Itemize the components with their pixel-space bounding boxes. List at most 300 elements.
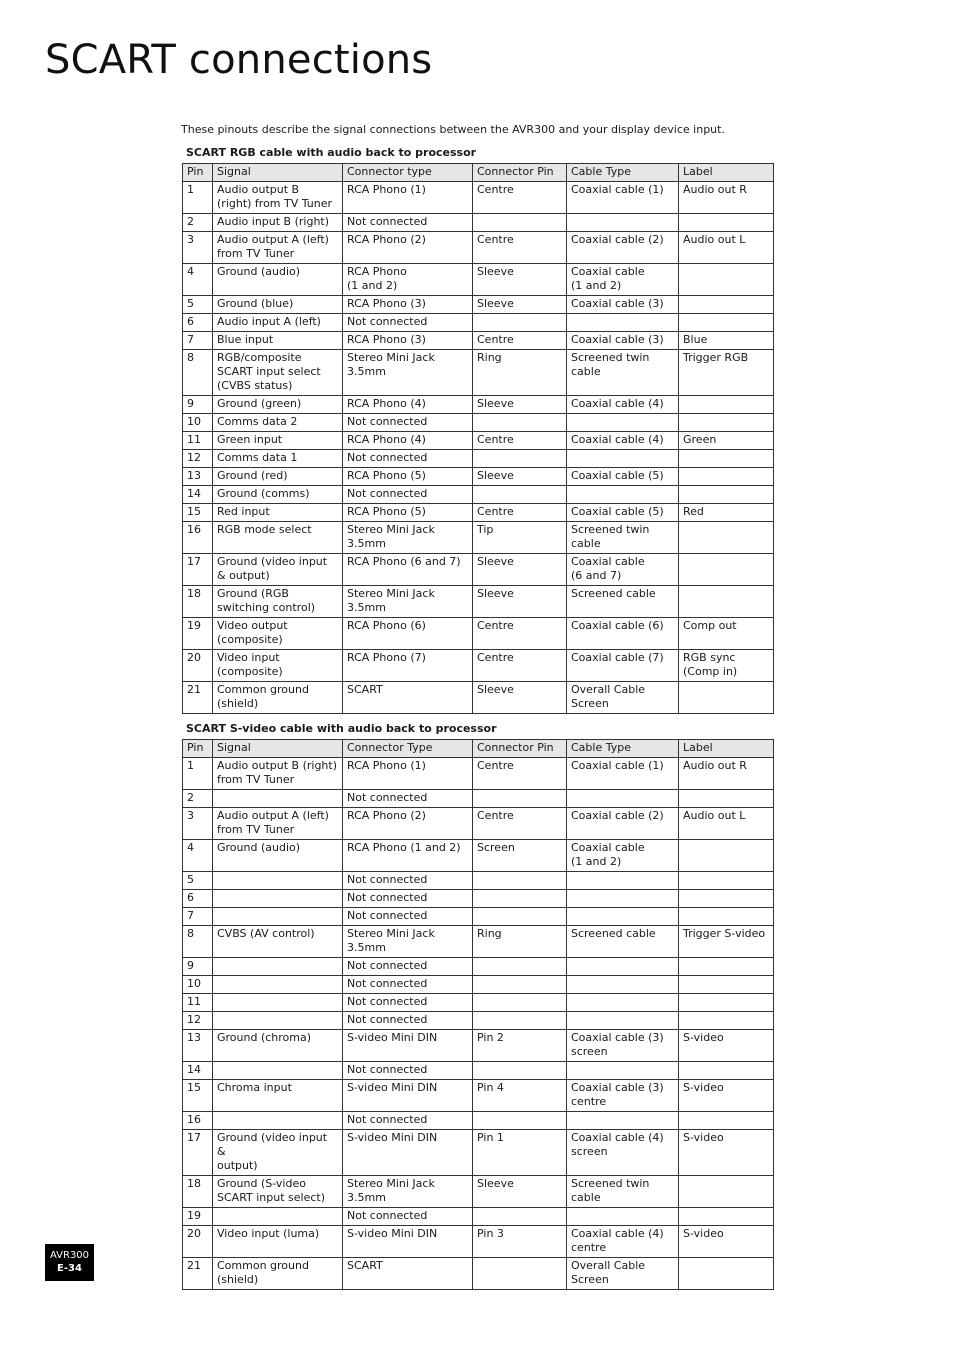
cell-connector-type: RCA Phono (5) <box>343 504 473 522</box>
column-header-connector-type: Connector Type <box>343 740 473 758</box>
cell-cable-type: Screened cable <box>567 926 679 958</box>
cell-connector-pin <box>473 890 567 908</box>
cell-connector-type: SCART <box>343 682 473 714</box>
table-row <box>183 504 774 522</box>
cell-label <box>679 1258 774 1290</box>
cell-signal <box>213 908 343 926</box>
cell-label <box>679 890 774 908</box>
cell-cable-type <box>567 486 679 504</box>
table-row <box>183 414 774 432</box>
cell-pin: 8 <box>183 926 213 958</box>
cell-label: S-video <box>679 1030 774 1062</box>
cell-connector-type: Stereo Mini Jack 3.5mm <box>343 1176 473 1208</box>
cell-label <box>679 450 774 468</box>
cell-cable-type: Coaxial cable (6) <box>567 618 679 650</box>
cell-connector-pin: Sleeve <box>473 264 567 296</box>
cell-signal: Ground (audio) <box>213 264 343 296</box>
page-title: SCART connections <box>45 37 433 83</box>
cell-cable-type <box>567 1112 679 1130</box>
cell-connector-pin <box>473 958 567 976</box>
cell-connector-type: RCA Phono (2) <box>343 808 473 840</box>
cell-signal: Audio output A (left) from TV Tuner <box>213 232 343 264</box>
cell-signal: Comms data 1 <box>213 450 343 468</box>
cell-label: Red <box>679 504 774 522</box>
table-row <box>183 908 774 926</box>
cell-cable-type <box>567 908 679 926</box>
cell-pin: 7 <box>183 908 213 926</box>
cell-connector-type: Not connected <box>343 1208 473 1226</box>
cell-connector-pin: Sleeve <box>473 554 567 586</box>
cell-connector-pin: Centre <box>473 432 567 450</box>
cell-cable-type: Screened twin cable <box>567 1176 679 1208</box>
cell-pin: 16 <box>183 1112 213 1130</box>
cell-signal: Common ground (shield) <box>213 1258 343 1290</box>
cell-pin: 9 <box>183 958 213 976</box>
cell-connector-pin <box>473 1012 567 1030</box>
cell-connector-type: RCA Phono (6) <box>343 618 473 650</box>
cell-label <box>679 1012 774 1030</box>
cell-label <box>679 414 774 432</box>
cell-label <box>679 586 774 618</box>
cell-signal: Video output (composite) <box>213 618 343 650</box>
cell-connector-type: RCA Phono (3) <box>343 296 473 314</box>
cell-cable-type <box>567 890 679 908</box>
cell-connector-type: RCA Phono (3) <box>343 332 473 350</box>
table-row <box>183 468 774 486</box>
cell-signal: Ground (audio) <box>213 840 343 872</box>
cell-connector-type: RCA Phono (7) <box>343 650 473 682</box>
cell-pin: 1 <box>183 182 213 214</box>
cell-label <box>679 522 774 554</box>
cell-label <box>679 554 774 586</box>
cell-signal: Ground (S-video SCART input select) <box>213 1176 343 1208</box>
cell-connector-type: Not connected <box>343 1062 473 1080</box>
cell-connector-type: Not connected <box>343 994 473 1012</box>
cell-connector-type: Not connected <box>343 976 473 994</box>
cell-cable-type <box>567 958 679 976</box>
cell-cable-type <box>567 976 679 994</box>
cell-connector-pin: Sleeve <box>473 1176 567 1208</box>
cell-signal <box>213 994 343 1012</box>
cell-connector-type: Not connected <box>343 790 473 808</box>
cell-label: Audio out L <box>679 232 774 264</box>
cell-connector-type: RCA Phono (2) <box>343 232 473 264</box>
table-row <box>183 314 774 332</box>
cell-signal: Audio output B (right) from TV Tuner <box>213 758 343 790</box>
table-row <box>183 350 774 396</box>
cell-label <box>679 994 774 1012</box>
table-row <box>183 586 774 618</box>
cell-label: Green <box>679 432 774 450</box>
cell-connector-pin: Centre <box>473 650 567 682</box>
table-row <box>183 682 774 714</box>
cell-connector-pin <box>473 1112 567 1130</box>
cell-connector-pin <box>473 1208 567 1226</box>
cell-connector-type: S-video Mini DIN <box>343 1226 473 1258</box>
rgb-cable-section <box>182 146 773 714</box>
page-number-badge <box>45 1244 94 1281</box>
cell-cable-type <box>567 1062 679 1080</box>
cell-pin: 21 <box>183 682 213 714</box>
cell-connector-pin: Ring <box>473 350 567 396</box>
table-row <box>183 264 774 296</box>
table-row <box>183 296 774 314</box>
table-header-row <box>183 164 774 182</box>
cell-connector-pin: Pin 4 <box>473 1080 567 1112</box>
cell-cable-type: Coaxial cable (3) <box>567 332 679 350</box>
column-header-signal: Signal <box>213 164 343 182</box>
cell-label <box>679 1208 774 1226</box>
cell-signal: Common ground (shield) <box>213 682 343 714</box>
cell-pin: 15 <box>183 504 213 522</box>
cell-pin: 5 <box>183 872 213 890</box>
cell-signal: Audio input B (right) <box>213 214 343 232</box>
cell-pin: 12 <box>183 1012 213 1030</box>
cell-pin: 11 <box>183 432 213 450</box>
cell-pin: 6 <box>183 314 213 332</box>
cell-cable-type: Coaxial cable (1) <box>567 182 679 214</box>
cell-connector-type: Not connected <box>343 872 473 890</box>
table-row <box>183 1208 774 1226</box>
cell-cable-type: Overall Cable Screen <box>567 1258 679 1290</box>
rgb-pinout-table <box>182 163 774 714</box>
table-row <box>183 1130 774 1176</box>
cell-signal: Red input <box>213 504 343 522</box>
cell-pin: 11 <box>183 994 213 1012</box>
cell-pin: 12 <box>183 450 213 468</box>
cell-pin: 18 <box>183 1176 213 1208</box>
table-row <box>183 1062 774 1080</box>
cell-pin: 17 <box>183 1130 213 1176</box>
column-header-connector-pin: Connector Pin <box>473 164 567 182</box>
cell-signal: Chroma input <box>213 1080 343 1112</box>
cell-connector-type: RCA Phono (1) <box>343 182 473 214</box>
cell-connector-type: RCA Phono (1 and 2) <box>343 840 473 872</box>
column-header-label: Label <box>679 164 774 182</box>
cell-connector-pin: Sleeve <box>473 396 567 414</box>
cell-label <box>679 1062 774 1080</box>
cell-pin: 4 <box>183 840 213 872</box>
cell-connector-pin <box>473 872 567 890</box>
table-row <box>183 232 774 264</box>
table-row <box>183 1112 774 1130</box>
column-header-cable-type: Cable Type <box>567 740 679 758</box>
cell-cable-type <box>567 1208 679 1226</box>
cell-label: Audio out R <box>679 182 774 214</box>
cell-connector-type: RCA Phono (6 and 7) <box>343 554 473 586</box>
cell-connector-pin: Sleeve <box>473 296 567 314</box>
cell-pin: 6 <box>183 890 213 908</box>
cell-signal: Ground (red) <box>213 468 343 486</box>
cell-cable-type: Coaxial cable (3) <box>567 296 679 314</box>
column-header-label: Label <box>679 740 774 758</box>
table-row <box>183 554 774 586</box>
cell-cable-type <box>567 214 679 232</box>
cell-cable-type <box>567 414 679 432</box>
cell-connector-type: Not connected <box>343 958 473 976</box>
cell-signal <box>213 1012 343 1030</box>
cell-pin: 8 <box>183 350 213 396</box>
cell-connector-type: Not connected <box>343 908 473 926</box>
cell-connector-pin: Centre <box>473 232 567 264</box>
cell-signal <box>213 1062 343 1080</box>
table-row <box>183 522 774 554</box>
cell-cable-type: Coaxial cable (1 and 2) <box>567 264 679 296</box>
table-row <box>183 1080 774 1112</box>
cell-cable-type: Screened cable <box>567 586 679 618</box>
cell-label <box>679 396 774 414</box>
cell-connector-pin: Centre <box>473 504 567 522</box>
cell-label <box>679 214 774 232</box>
cell-cable-type: Coaxial cable (1 and 2) <box>567 840 679 872</box>
cell-cable-type: Coaxial cable (4) screen <box>567 1130 679 1176</box>
cell-signal: RGB/composite SCART input select (CVBS status) <box>213 350 343 396</box>
cell-pin: 20 <box>183 1226 213 1258</box>
cell-pin: 2 <box>183 790 213 808</box>
cell-label: S-video <box>679 1130 774 1176</box>
cell-label <box>679 958 774 976</box>
cell-pin: 14 <box>183 1062 213 1080</box>
cell-label <box>679 1176 774 1208</box>
column-header-signal: Signal <box>213 740 343 758</box>
cell-label <box>679 790 774 808</box>
cell-connector-pin: Centre <box>473 332 567 350</box>
cell-pin: 10 <box>183 976 213 994</box>
rgb-table-caption: SCART RGB cable with audio back to processor <box>186 146 477 159</box>
cell-cable-type: Coaxial cable (5) <box>567 468 679 486</box>
cell-signal <box>213 790 343 808</box>
svideo-cable-section <box>182 722 773 1290</box>
cell-connector-pin: Tip <box>473 522 567 554</box>
cell-signal: Ground (chroma) <box>213 1030 343 1062</box>
cell-cable-type: Screened twin cable <box>567 522 679 554</box>
column-header-connector-type: Connector type <box>343 164 473 182</box>
cell-signal <box>213 976 343 994</box>
cell-connector-pin <box>473 414 567 432</box>
cell-signal <box>213 1112 343 1130</box>
cell-cable-type: Coaxial cable (4) <box>567 396 679 414</box>
cell-cable-type: Coaxial cable (4) centre <box>567 1226 679 1258</box>
cell-connector-type: Not connected <box>343 1012 473 1030</box>
cell-connector-type: Not connected <box>343 890 473 908</box>
cell-connector-pin <box>473 450 567 468</box>
cell-cable-type <box>567 1012 679 1030</box>
cell-connector-pin <box>473 314 567 332</box>
cell-label: S-video <box>679 1080 774 1112</box>
cell-connector-pin: Pin 2 <box>473 1030 567 1062</box>
table-row <box>183 182 774 214</box>
cell-connector-type: Stereo Mini Jack 3.5mm <box>343 522 473 554</box>
cell-cable-type: Overall Cable Screen <box>567 682 679 714</box>
column-header-pin: Pin <box>183 164 213 182</box>
cell-connector-type: Not connected <box>343 314 473 332</box>
cell-signal: Audio output A (left) from TV Tuner <box>213 808 343 840</box>
cell-pin: 13 <box>183 1030 213 1062</box>
cell-pin: 16 <box>183 522 213 554</box>
cell-signal: Ground (comms) <box>213 486 343 504</box>
cell-signal: Ground (green) <box>213 396 343 414</box>
cell-connector-type: RCA Phono (4) <box>343 432 473 450</box>
cell-signal: Audio input A (left) <box>213 314 343 332</box>
table-row <box>183 1176 774 1208</box>
cell-label <box>679 264 774 296</box>
cell-label: Comp out <box>679 618 774 650</box>
cell-connector-type: Not connected <box>343 414 473 432</box>
cell-label <box>679 908 774 926</box>
cell-connector-pin: Sleeve <box>473 468 567 486</box>
cell-connector-pin <box>473 790 567 808</box>
table-row <box>183 1030 774 1062</box>
cell-pin: 14 <box>183 486 213 504</box>
cell-connector-pin <box>473 908 567 926</box>
table-row <box>183 450 774 468</box>
cell-cable-type <box>567 790 679 808</box>
table-row <box>183 332 774 350</box>
cell-connector-type: S-video Mini DIN <box>343 1030 473 1062</box>
cell-cable-type: Coaxial cable (3) centre <box>567 1080 679 1112</box>
cell-label <box>679 314 774 332</box>
table-row <box>183 618 774 650</box>
cell-connector-pin <box>473 214 567 232</box>
cell-label <box>679 1112 774 1130</box>
cell-signal: CVBS (AV control) <box>213 926 343 958</box>
cell-signal <box>213 872 343 890</box>
cell-connector-type: S-video Mini DIN <box>343 1080 473 1112</box>
cell-pin: 20 <box>183 650 213 682</box>
table-row <box>183 840 774 872</box>
table-row <box>183 958 774 976</box>
svideo-table-caption: SCART S-video cable with audio back to processor <box>186 722 497 735</box>
cell-pin: 1 <box>183 758 213 790</box>
cell-connector-type: RCA Phono (5) <box>343 468 473 486</box>
cell-connector-pin: Centre <box>473 618 567 650</box>
cell-cable-type <box>567 450 679 468</box>
table-row <box>183 1226 774 1258</box>
cell-connector-pin: Sleeve <box>473 586 567 618</box>
cell-label <box>679 468 774 486</box>
cell-connector-pin: Ring <box>473 926 567 958</box>
cell-connector-pin: Sleeve <box>473 682 567 714</box>
table-header-row <box>183 740 774 758</box>
cell-connector-type: Not connected <box>343 1112 473 1130</box>
cell-pin: 2 <box>183 214 213 232</box>
cell-label: Trigger RGB <box>679 350 774 396</box>
cell-cable-type: Coaxial cable (4) <box>567 432 679 450</box>
cell-connector-pin: Centre <box>473 182 567 214</box>
cell-label <box>679 296 774 314</box>
cell-connector-type: RCA Phono (4) <box>343 396 473 414</box>
cell-connector-type: Stereo Mini Jack 3.5mm <box>343 586 473 618</box>
cell-connector-pin <box>473 486 567 504</box>
cell-connector-pin: Pin 3 <box>473 1226 567 1258</box>
cell-signal: RGB mode select <box>213 522 343 554</box>
cell-signal: Ground (video input & output) <box>213 1130 343 1176</box>
table-row <box>183 1258 774 1290</box>
cell-label <box>679 682 774 714</box>
cell-signal: Video input (luma) <box>213 1226 343 1258</box>
column-header-pin: Pin <box>183 740 213 758</box>
cell-connector-pin <box>473 994 567 1012</box>
cell-signal: Blue input <box>213 332 343 350</box>
table-row <box>183 926 774 958</box>
cell-label <box>679 976 774 994</box>
cell-signal: Ground (RGB switching control) <box>213 586 343 618</box>
cell-cable-type: Coaxial cable (7) <box>567 650 679 682</box>
table-row <box>183 214 774 232</box>
cell-connector-type: Not connected <box>343 486 473 504</box>
cell-cable-type <box>567 314 679 332</box>
cell-connector-pin <box>473 1258 567 1290</box>
cell-pin: 21 <box>183 1258 213 1290</box>
cell-connector-pin <box>473 976 567 994</box>
cell-label: Audio out R <box>679 758 774 790</box>
badge-page-number: E-34 <box>57 1263 82 1274</box>
cell-cable-type: Coaxial cable (1) <box>567 758 679 790</box>
cell-pin: 5 <box>183 296 213 314</box>
svideo-pinout-table <box>182 739 774 1290</box>
table-row <box>183 976 774 994</box>
cell-pin: 4 <box>183 264 213 296</box>
cell-signal: Ground (blue) <box>213 296 343 314</box>
table-row <box>183 890 774 908</box>
table-row <box>183 872 774 890</box>
cell-signal: Ground (video input & output) <box>213 554 343 586</box>
cell-signal <box>213 958 343 976</box>
cell-cable-type: Screened twin cable <box>567 350 679 396</box>
cell-connector-type: RCA Phono (1) <box>343 758 473 790</box>
cell-label <box>679 486 774 504</box>
cell-cable-type <box>567 994 679 1012</box>
cell-connector-type: Not connected <box>343 214 473 232</box>
cell-connector-type: S-video Mini DIN <box>343 1130 473 1176</box>
cell-label <box>679 872 774 890</box>
cell-label: S-video <box>679 1226 774 1258</box>
cell-pin: 18 <box>183 586 213 618</box>
cell-cable-type: Coaxial cable (2) <box>567 232 679 264</box>
intro-text: These pinouts describe the signal connections between the AVR300 and your display device input. <box>181 123 725 136</box>
table-row <box>183 650 774 682</box>
table-row <box>183 808 774 840</box>
cell-pin: 10 <box>183 414 213 432</box>
cell-label: Trigger S-video <box>679 926 774 958</box>
column-header-cable-type: Cable Type <box>567 164 679 182</box>
table-row <box>183 486 774 504</box>
cell-connector-pin: Centre <box>473 758 567 790</box>
cell-cable-type <box>567 872 679 890</box>
cell-signal: Green input <box>213 432 343 450</box>
cell-signal: Comms data 2 <box>213 414 343 432</box>
cell-connector-type: Not connected <box>343 450 473 468</box>
badge-model: AVR300 <box>49 1250 90 1261</box>
cell-label: Blue <box>679 332 774 350</box>
cell-cable-type: Coaxial cable (3) screen <box>567 1030 679 1062</box>
cell-pin: 19 <box>183 618 213 650</box>
column-header-connector-pin: Connector Pin <box>473 740 567 758</box>
cell-signal: Video input (composite) <box>213 650 343 682</box>
cell-cable-type: Coaxial cable (5) <box>567 504 679 522</box>
cell-connector-pin: Screen <box>473 840 567 872</box>
cell-pin: 3 <box>183 232 213 264</box>
cell-signal: Audio output B (right) from TV Tuner <box>213 182 343 214</box>
cell-pin: 9 <box>183 396 213 414</box>
table-row <box>183 1012 774 1030</box>
table-row <box>183 994 774 1012</box>
cell-connector-type: RCA Phono (1 and 2) <box>343 264 473 296</box>
cell-connector-type: Stereo Mini Jack 3.5mm <box>343 350 473 396</box>
cell-label <box>679 840 774 872</box>
cell-signal <box>213 890 343 908</box>
cell-connector-pin <box>473 1062 567 1080</box>
